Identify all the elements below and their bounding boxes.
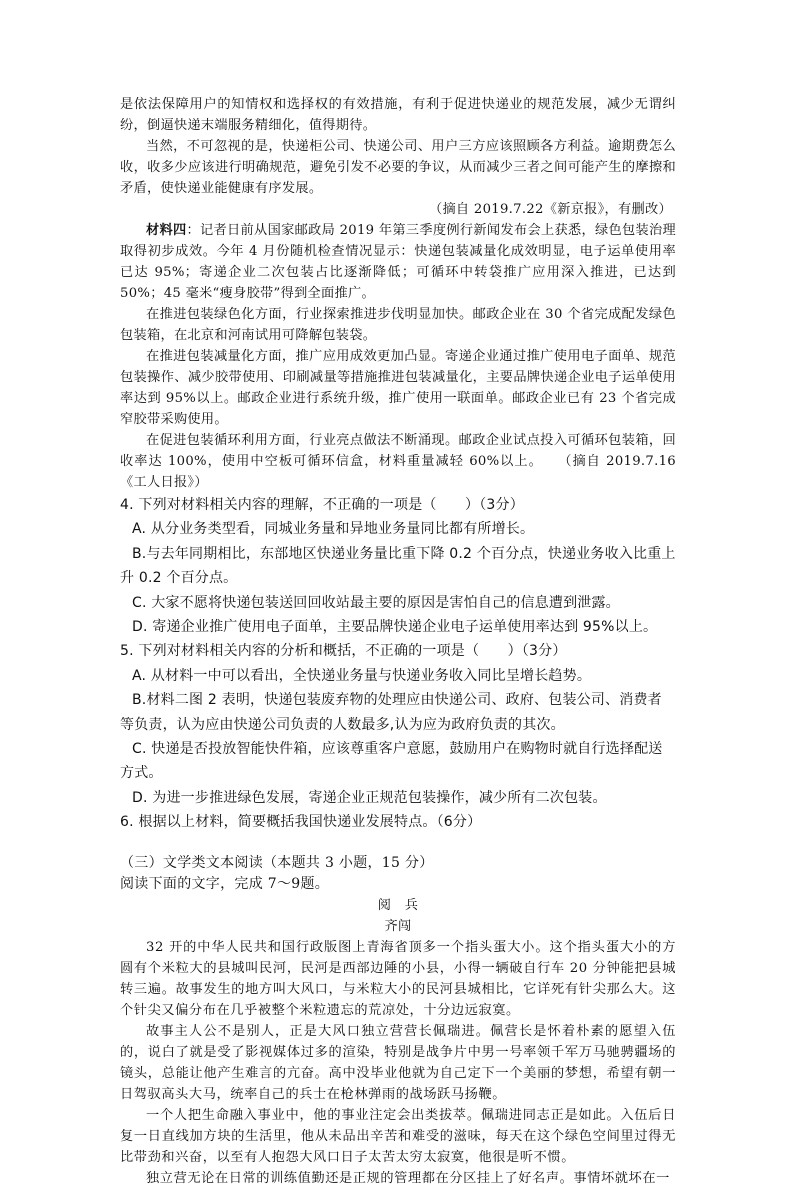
paragraph: 是依法保障用户的知情权和选择权的有效措施，有利于促进快递业的规范发展，减少无谓纠纷，倒逼快递末端服务精细化，值得期待。 xyxy=(120,97,676,133)
story-paragraph: 32 开的中华人民共和国行政版图上青海省顶多一个指头蛋大小。这个指头蛋大小的方圆有个米粒大的县城叫民河，民河是西部边陲的小县，小得一辆破自行车 20 分钟能把县城转三遍。故事发生的地方叫大风口，与米粒大小的民河县城相比，它详死有针尖那么大。这个针尖又偏分布在几乎被整个米粒遗忘的荒凉处，十分边远寂寞。 xyxy=(120,939,676,1018)
section-title: （三）文学类文本阅读（本题共 3 小题，15 分） xyxy=(120,854,434,871)
question-5-option-b: B.材料二图 2 表明，快递包装废弃物的处理应由快递公司、政府、包装公司、消费者等负责，认为应由快递公司负责的人数最多,认为应为政府负责的其次。 xyxy=(120,692,662,733)
question-5-stem: 5. 下列对材料相关内容的分析和概括，不正确的一项是（ ）（3分） xyxy=(120,643,567,660)
question-4-option-b: B.与去年同期相比，东部地区快递业务量比重下降 0.2 个百分点，快递业务收入比重上升 0.2 个百分点。 xyxy=(120,545,676,587)
question-4-option-c: C. 大家不愿将快递包装送回回收站最主要的原因是害怕自己的信息遭到泄露。 xyxy=(132,594,620,611)
question-5-option-d: D. 为进一步推进绿色发展，寄递企业正规范包装操作，减少所有二次包装。 xyxy=(132,789,607,806)
material-lead-text: ：记者日前从国家邮政局 2019 年第三季度例行新闻发布会上获悉，绿色包装治理取得初步成效。今年 4 月份随机检查情况显示：快递包装减量化成效明显，电子运单使用率已达 95%；寄递企业二次包装占比逐渐降低；可循环中转袋推广应用深入推进，已达到 50%；45 毫米“瘦身胶带”得到全面推广。 xyxy=(120,223,676,301)
paragraph: 在推进包装绿色化方面，行业探索推进步伐明显加快。邮政企业在 30 个省完成配发绿色包装箱，在北京和河南试用可降解包装袋。 xyxy=(120,307,676,343)
story-paragraph: 独立营无论在日常的训练值勤还是正规的管理都在分区挂上了好名声。事情坏就坏在一 xyxy=(146,1170,670,1186)
paragraph-text: 在促进包装循环利用方面，行业亮点做法不断涌现。邮政企业试点投入可循环包装箱，回收率达 100%，使用中空板可循环信盒，材料重量减轻 60%以上。 xyxy=(120,433,676,469)
material-label: 材料四 xyxy=(146,223,187,238)
paragraph: 当然，不可忽视的是，快递柜公司、快递公司、用户三方应该照顾各方利益。逾期费怎么收，收多少应该进行明确规范，避免引发不必要的争议，从而减少三者之间可能产生的摩擦和矛盾，使快递业能健康有序发展。 xyxy=(120,139,676,196)
story-paragraph: 一个人把生命融入事业中，他的事业注定会出类拔萃。佩瑞进同志正是如此。入伍后日复一日直线加方块的生活里，他从未品出辛苦和难受的滋味，每天在这个绿色空间里过得无比带劲和兴奋，以至有人抱怨大风口日子太苦太穷太寂寞，他很是听不惯。 xyxy=(120,1107,676,1165)
question-4-option-d: D. 寄递企业推广使用电子面单，主要品牌快递企业电子运单使用率达到 95%以上。 xyxy=(132,619,658,636)
question-4-option-a: A. 从分业务类型看，同城业务量和异地业务量同比都有所增长。 xyxy=(132,521,535,538)
source-citation: （摘自 2019.7.16《工人日报》） xyxy=(120,454,676,490)
story-paragraph: 故事主人公不是别人，正是大风口独立营营长佩瑞进。佩营长是怀着朴素的愿望入伍的，说白了就是受了影视媒体过多的渲染，特别是战争片中男一号率领千军万马驰骋疆场的镜头，总能让他产生难言的亢奋。高中没毕业他就为自己定下一个美丽的梦想，希望有朝一日驾驭高头大马，统率自己的兵士在枪林弹雨的战场跃马扬鞭。 xyxy=(120,1023,676,1102)
source-citation: （摘自 2019.7.22《新京报》，有删改） xyxy=(428,202,672,217)
paragraph-with-source xyxy=(120,430,676,493)
document-page xyxy=(120,94,676,1189)
section-instruction: 阅读下面的文字，完成 7～9题。 xyxy=(120,875,330,892)
question-5-option-a: A. 从材料一中可以看出，全快递业务量与快递业务收入同比呈增长趋势。 xyxy=(132,667,592,684)
question-6-stem: 6. 根据以上材料，简要概括我国快递业发展特点。（6分） xyxy=(120,814,482,831)
question-4-stem: 4. 下列对材料相关内容的理解，不正确的一项是（ ）（3分） xyxy=(120,497,524,513)
material-four-lead xyxy=(120,220,676,304)
question-5-option-c: C. 快递是否投放智能快件箱，应该尊重客户意愿，鼓励用户在购物时就自行选择配送方式。 xyxy=(120,741,663,782)
paragraph: 在推进包装减量化方面，推广应用成效更加凸显。寄递企业通过推广使用电子面单、规范包装操作、减少胶带使用、印刷减量等措施推进包装减量化，主要品牌快递企业电子运单使用率达到 95%以上。邮政企业进行系统升级，推广使用一联面单。邮政企业已有 23 个省完成窄胶带采购使用。 xyxy=(120,349,676,427)
story-author: 齐闯 xyxy=(384,918,412,934)
story-title: 阅 兵 xyxy=(377,897,419,913)
spacer xyxy=(120,835,676,853)
